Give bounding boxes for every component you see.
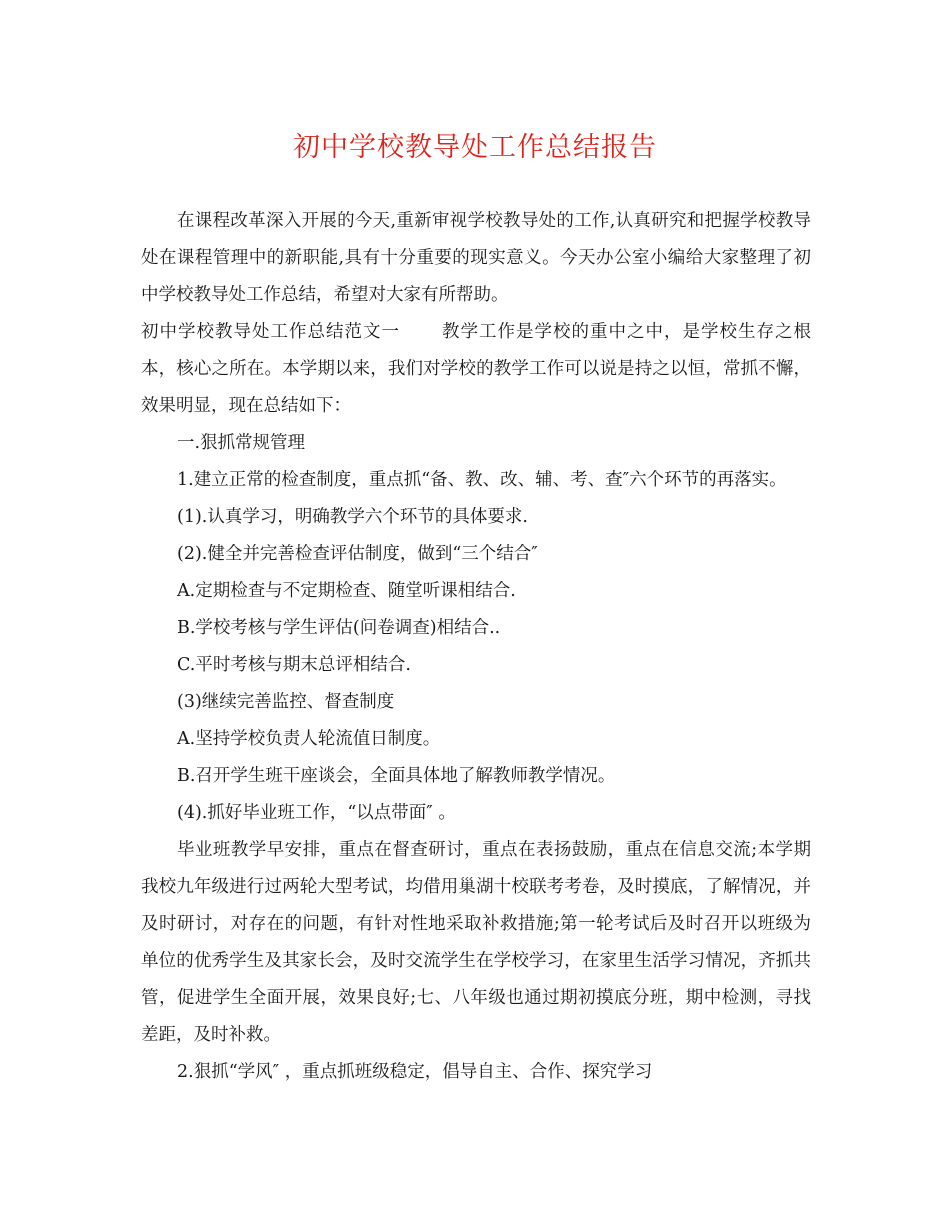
item-1-2-evaluation: (2).健全并完善检查评估制度，做到“三个结合″	[177, 544, 538, 564]
item-2-study-style: 2.狠抓“学风″ ，重点抓班级稳定，倡导自主、合作、探究学习	[177, 1062, 653, 1082]
document-body	[141, 203, 811, 1091]
sample-heading: 初中学校教导处工作总结范文一	[141, 322, 400, 342]
item-a-regular-inspection: A.定期检查与不定期检查、随堂听课相结合.	[177, 581, 516, 601]
item-1-1-study: (1).认真学习，明确教学六个环节的具体要求.	[177, 507, 528, 527]
sample-paragraph	[141, 314, 811, 425]
sample-opening: 教学工作是学校的重中之中，是学校生存之根本，核心之所在。本学期以来，我们对学校的教学工作可以说是持之以恒，常抓不懈，效果明显，现在总结如下：	[141, 322, 811, 416]
item-1-4-graduating-class: (4).抓好毕业班工作，“以点带面″ 。	[177, 803, 456, 823]
section-heading-routine-management: 一.狠抓常规管理	[177, 433, 306, 453]
item-a-duty-system: A.坚持学校负责人轮流值日制度。	[177, 729, 441, 749]
item-b-school-assessment: B.学校考核与学生评估(问卷调查)相结合..	[177, 618, 501, 638]
item-1-inspection-system: 1.建立正常的检查制度，重点抓“备、教、改、辅、考、查″六个环节的再落实。	[177, 470, 787, 490]
item-b-student-meeting: B.召开学生班干座谈会，全面具体地了解教师教学情况。	[177, 766, 616, 786]
item-c-term-assessment: C.平时考核与期末总评相结合.	[177, 655, 411, 675]
graduating-class-paragraph: 毕业班教学早安排，重点在督查研讨，重点在表扬鼓励，重点在信息交流;本学期我校九年级进行过两轮大型考试，均借用巢湖十校联考考卷，及时摸底，了解情况，并及时研讨，对存在的问题，有针对性地采取补救措施;第一轮考试后及时召开以班级为单位的优秀学生及其家长会，及时交流学生在学校学习，在家里生活学习情况，齐抓共管，促进学生全面开展，效果良好;七、八年级也通过期初摸底分班，期中检测，寻找差距，及时补救。	[141, 840, 811, 1045]
intro-paragraph: 在课程改革深入开展的今天,重新审视学校教导处的工作,认真研究和把握学校教导处在课程管理中的新职能,具有十分重要的现实意义。今天办公室小编给大家整理了初中学校教导处工作总结，希望对大家有所帮助。	[141, 211, 811, 305]
item-1-3-supervision: (3)继续完善监控、督查制度	[177, 692, 395, 712]
document-title: 初中学校教导处工作总结报告	[293, 132, 657, 163]
